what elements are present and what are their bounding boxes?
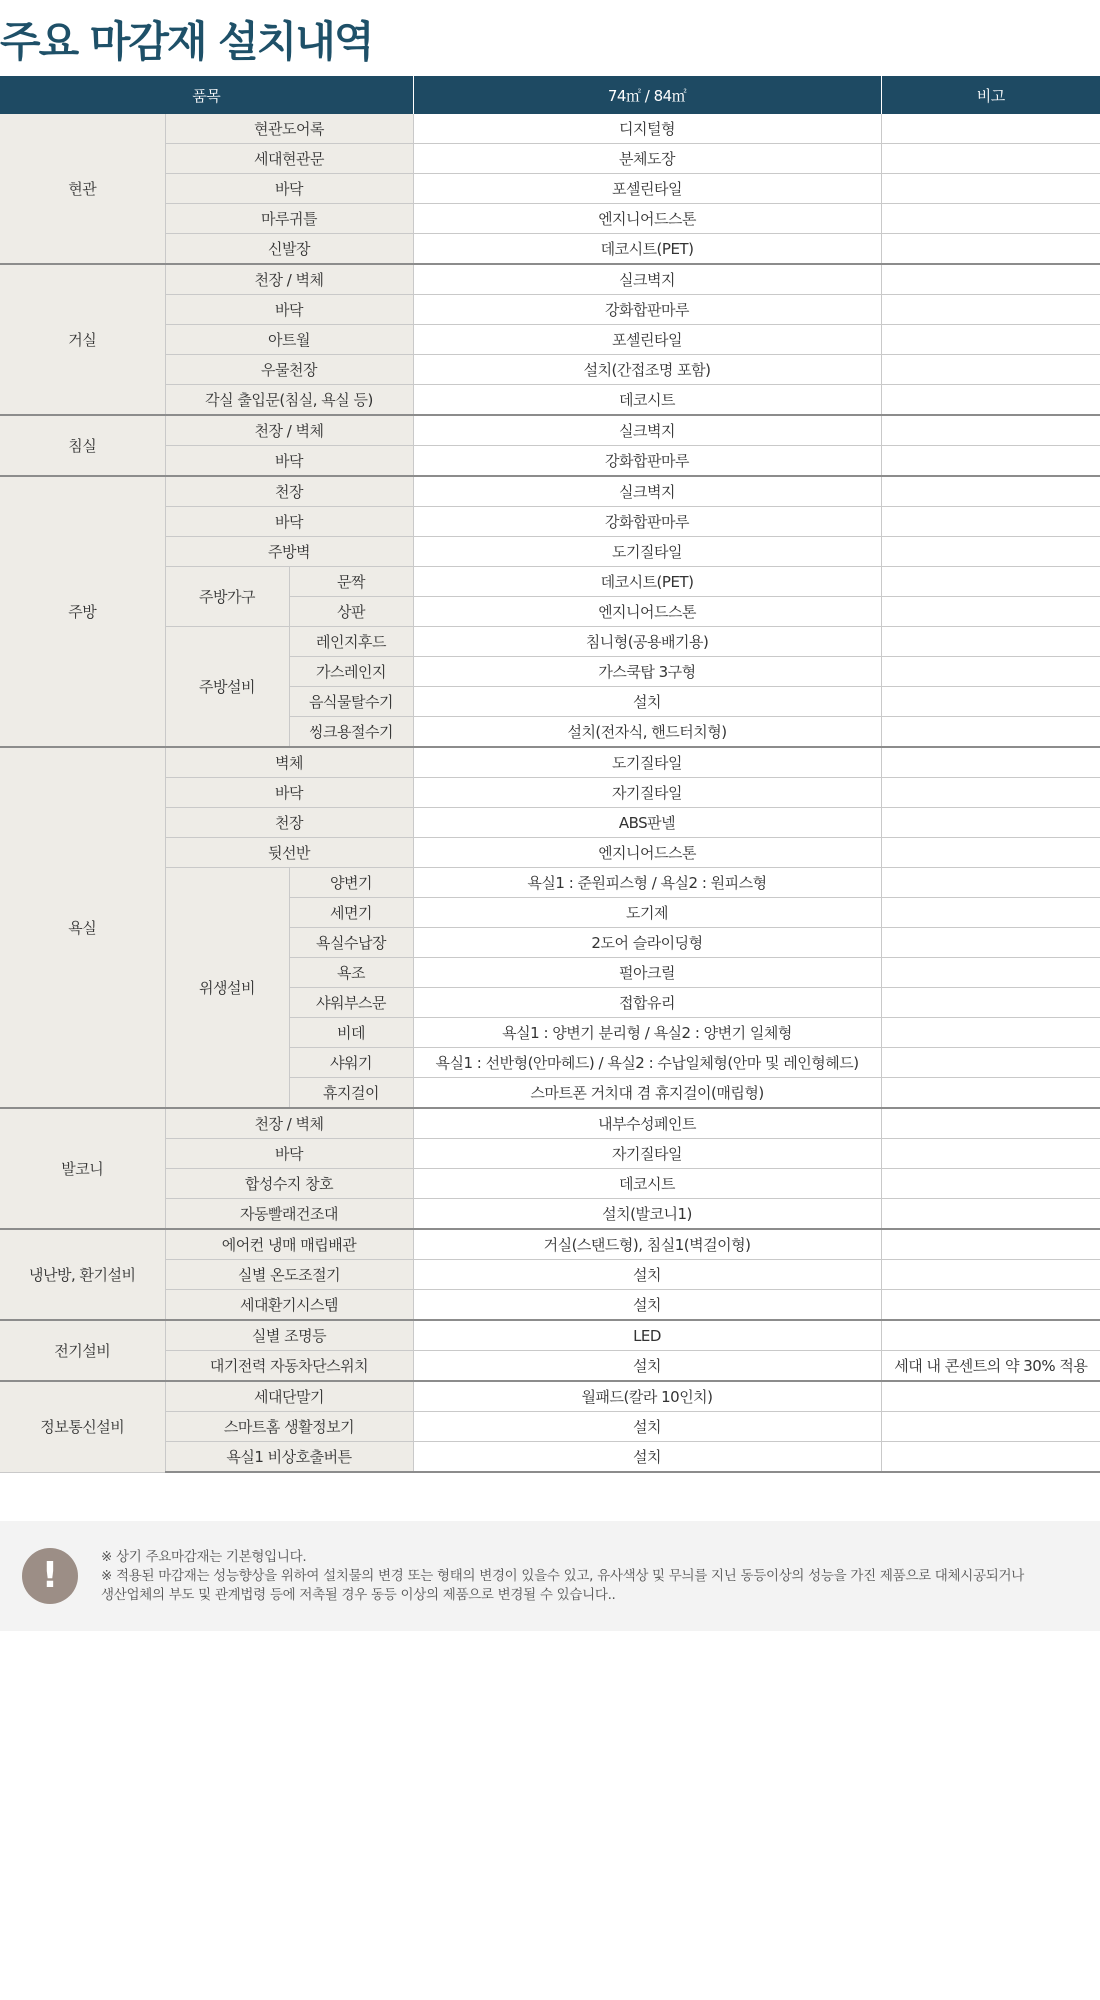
note-cell [881, 415, 1100, 446]
note-cell [881, 234, 1100, 265]
category-cell: 주방 [0, 476, 165, 747]
header-item: 품목 [0, 76, 413, 114]
table-row [0, 1351, 1100, 1382]
note-cell [881, 1260, 1100, 1290]
note-cell [881, 597, 1100, 627]
spec-cell: 엔지니어드스톤 [413, 597, 881, 627]
spec-cell: 설치 [413, 1290, 881, 1321]
note-cell [881, 1199, 1100, 1230]
note-cell [881, 295, 1100, 325]
table-row [0, 1260, 1100, 1290]
item-cell: 천장 / 벽체 [165, 1108, 413, 1139]
spec-cell: 도기질타일 [413, 537, 881, 567]
table-row [0, 507, 1100, 537]
note-cell [881, 988, 1100, 1018]
table-row [0, 295, 1100, 325]
note-cell [881, 717, 1100, 748]
spec-cell: 설치 [413, 1412, 881, 1442]
item-cell: 바닥 [165, 174, 413, 204]
spec-cell: 내부수성페인트 [413, 1108, 881, 1139]
item-cell: 세대현관문 [165, 144, 413, 174]
item-cell: 우물천장 [165, 355, 413, 385]
note-cell [881, 567, 1100, 597]
spec-cell: 데코시트 [413, 385, 881, 416]
spec-cell: 2도어 슬라이딩형 [413, 928, 881, 958]
spec-cell: 설치(발코니1) [413, 1199, 881, 1230]
item-cell: 천장 / 벽체 [165, 415, 413, 446]
spec-cell: 설치(전자식, 핸드터치형) [413, 717, 881, 748]
spec-cell: ABS판넬 [413, 808, 881, 838]
note-cell [881, 385, 1100, 416]
note-cell [881, 1381, 1100, 1412]
item-cell: 문짝 [289, 567, 413, 597]
item-cell: 양변기 [289, 868, 413, 898]
note-cell [881, 174, 1100, 204]
item-cell: 에어컨 냉매 매립배관 [165, 1229, 413, 1260]
note-cell [881, 747, 1100, 778]
item-cell: 각실 출입문(침실, 욕실 등) [165, 385, 413, 416]
table-row [0, 446, 1100, 477]
item-cell: 실별 온도조절기 [165, 1260, 413, 1290]
notice-box [0, 1521, 1100, 1631]
spec-cell: 포셀린타일 [413, 325, 881, 355]
spec-cell: 디지털형 [413, 114, 881, 144]
spec-cell: 접합유리 [413, 988, 881, 1018]
table-row [0, 868, 1100, 898]
category-cell: 욕실 [0, 747, 165, 1108]
subcategory-cell: 주방가구 [165, 567, 289, 627]
note-cell [881, 657, 1100, 687]
item-cell: 주방벽 [165, 537, 413, 567]
spec-cell: 도기제 [413, 898, 881, 928]
table-row [0, 567, 1100, 597]
item-cell: 천장 / 벽체 [165, 264, 413, 295]
note-cell [881, 325, 1100, 355]
category-cell: 냉난방, 환기설비 [0, 1229, 165, 1320]
table-row [0, 1320, 1100, 1351]
spec-cell: 강화합판마루 [413, 507, 881, 537]
spec-cell: 도기질타일 [413, 747, 881, 778]
category-cell: 발코니 [0, 1108, 165, 1229]
category-cell: 정보통신설비 [0, 1381, 165, 1472]
table-row [0, 627, 1100, 657]
table-row [0, 1139, 1100, 1169]
spec-cell: 실크벽지 [413, 264, 881, 295]
item-cell: 욕실수납장 [289, 928, 413, 958]
item-cell: 신발장 [165, 234, 413, 265]
subcategory-cell: 주방설비 [165, 627, 289, 748]
item-cell: 벽체 [165, 747, 413, 778]
spec-cell: LED [413, 1320, 881, 1351]
table-row [0, 778, 1100, 808]
item-cell: 욕조 [289, 958, 413, 988]
table-row [0, 476, 1100, 507]
note-cell [881, 537, 1100, 567]
item-cell: 가스레인지 [289, 657, 413, 687]
item-cell: 상판 [289, 597, 413, 627]
item-cell: 대기전력 자동차단스위치 [165, 1351, 413, 1382]
item-cell: 샤워부스문 [289, 988, 413, 1018]
category-cell: 거실 [0, 264, 165, 415]
item-cell: 바닥 [165, 778, 413, 808]
header-note: 비고 [881, 76, 1100, 114]
note-cell [881, 1229, 1100, 1260]
spec-cell: 강화합판마루 [413, 295, 881, 325]
spec-cell: 가스쿡탑 3구형 [413, 657, 881, 687]
spec-cell: 거실(스탠드형), 침실1(벽걸이형) [413, 1229, 881, 1260]
spec-cell: 데코시트(PET) [413, 234, 881, 265]
item-cell: 세면기 [289, 898, 413, 928]
item-cell: 세대환기시스템 [165, 1290, 413, 1321]
table-body [0, 114, 1100, 1472]
spec-cell: 엔지니어드스톤 [413, 838, 881, 868]
table-row [0, 1108, 1100, 1139]
note-cell [881, 898, 1100, 928]
table-row [0, 174, 1100, 204]
note-cell [881, 1442, 1100, 1473]
spec-cell: 펄아크릴 [413, 958, 881, 988]
note-cell [881, 1412, 1100, 1442]
note-cell [881, 355, 1100, 385]
table-row [0, 1381, 1100, 1412]
note-cell [881, 144, 1100, 174]
table-row [0, 1229, 1100, 1260]
item-cell: 천장 [165, 808, 413, 838]
spec-cell: 욕실1 : 양변기 분리형 / 욕실2 : 양변기 일체형 [413, 1018, 881, 1048]
note-cell [881, 1139, 1100, 1169]
spec-cell: 실크벽지 [413, 415, 881, 446]
note-cell [881, 204, 1100, 234]
table-row [0, 415, 1100, 446]
note-cell [881, 446, 1100, 477]
table-row [0, 747, 1100, 778]
note-cell [881, 114, 1100, 144]
item-cell: 바닥 [165, 295, 413, 325]
note-cell [881, 1078, 1100, 1109]
spec-cell: 자기질타일 [413, 778, 881, 808]
note-cell: 세대 내 콘센트의 약 30% 적용 [881, 1351, 1100, 1382]
note-cell [881, 1048, 1100, 1078]
note-cell [881, 808, 1100, 838]
table-row [0, 234, 1100, 265]
note-cell [881, 958, 1100, 988]
note-cell [881, 928, 1100, 958]
spec-cell: 욕실1 : 준원피스형 / 욕실2 : 원피스형 [413, 868, 881, 898]
spec-cell: 침니형(공용배기용) [413, 627, 881, 657]
note-cell [881, 687, 1100, 717]
spec-cell: 강화합판마루 [413, 446, 881, 477]
note-cell [881, 1018, 1100, 1048]
category-cell: 침실 [0, 415, 165, 476]
item-cell: 바닥 [165, 507, 413, 537]
spec-cell: 설치 [413, 687, 881, 717]
table-row [0, 1169, 1100, 1199]
note-cell [881, 1320, 1100, 1351]
spec-cell: 데코시트(PET) [413, 567, 881, 597]
item-cell: 아트월 [165, 325, 413, 355]
header-spec: 74㎡ / 84㎡ [413, 76, 881, 114]
table-row [0, 204, 1100, 234]
item-cell: 욕실1 비상호출버튼 [165, 1442, 413, 1473]
item-cell: 비데 [289, 1018, 413, 1048]
spec-cell: 데코시트 [413, 1169, 881, 1199]
table-row [0, 355, 1100, 385]
category-cell: 현관 [0, 114, 165, 264]
item-cell: 휴지걸이 [289, 1078, 413, 1109]
item-cell: 스마트홈 생활정보기 [165, 1412, 413, 1442]
spec-cell: 설치 [413, 1351, 881, 1382]
table-row [0, 1199, 1100, 1230]
spec-cell: 실크벽지 [413, 476, 881, 507]
spec-cell: 포셀린타일 [413, 174, 881, 204]
table-row [0, 385, 1100, 416]
spec-cell: 스마트폰 거치대 겸 휴지걸이(매립형) [413, 1078, 881, 1109]
note-cell [881, 1290, 1100, 1321]
table-row [0, 114, 1100, 144]
notice-text [101, 1548, 1024, 1605]
notice-line: ※ 적용된 마감재는 성능향상을 위하여 설치물의 변경 또는 형태의 변경이 있을수 있고, 유사색상 및 무늬를 지닌 동등이상의 성능을 가진 제품으로 대체시공되거나 [101, 1568, 1024, 1584]
category-cell: 전기설비 [0, 1320, 165, 1381]
spec-cell: 분체도장 [413, 144, 881, 174]
subcategory-cell: 위생설비 [165, 868, 289, 1109]
notice-line: ※ 상기 주요마감재는 기본형입니다. [101, 1549, 307, 1565]
table-row [0, 1412, 1100, 1442]
item-cell: 자동빨래건조대 [165, 1199, 413, 1230]
note-cell [881, 627, 1100, 657]
exclamation-icon: ! [22, 1548, 78, 1604]
table-row [0, 325, 1100, 355]
page-title: 주요 마감재 설치내역 [0, 17, 373, 66]
item-cell: 뒷선반 [165, 838, 413, 868]
table-row [0, 838, 1100, 868]
spec-cell: 자기질타일 [413, 1139, 881, 1169]
note-cell [881, 476, 1100, 507]
item-cell: 실별 조명등 [165, 1320, 413, 1351]
item-cell: 합성수지 창호 [165, 1169, 413, 1199]
item-cell: 샤워기 [289, 1048, 413, 1078]
item-cell: 바닥 [165, 1139, 413, 1169]
note-cell [881, 868, 1100, 898]
spec-cell: 월패드(칼라 10인치) [413, 1381, 881, 1412]
table-row [0, 264, 1100, 295]
spec-cell: 욕실1 : 선반형(안마헤드) / 욕실2 : 수납일체형(안마 및 레인형헤드) [413, 1048, 881, 1078]
spec-cell: 설치 [413, 1442, 881, 1473]
note-cell [881, 1169, 1100, 1199]
table-row [0, 1290, 1100, 1321]
item-cell: 천장 [165, 476, 413, 507]
note-cell [881, 778, 1100, 808]
table-row [0, 808, 1100, 838]
item-cell: 바닥 [165, 446, 413, 477]
spec-cell: 설치 [413, 1260, 881, 1290]
spec-cell: 설치(간접조명 포함) [413, 355, 881, 385]
item-cell: 세대단말기 [165, 1381, 413, 1412]
item-cell: 현관도어록 [165, 114, 413, 144]
spec-cell: 엔지니어드스톤 [413, 204, 881, 234]
note-cell [881, 838, 1100, 868]
note-cell [881, 1108, 1100, 1139]
table-row [0, 1442, 1100, 1473]
notice-line: 생산업체의 부도 및 관계법령 등에 저촉될 경우 동등 이상의 제품으로 변경될 수 있습니다.. [101, 1587, 616, 1603]
table-header-row [0, 76, 1100, 114]
note-cell [881, 507, 1100, 537]
item-cell: 음식물탈수기 [289, 687, 413, 717]
item-cell: 씽크용절수기 [289, 717, 413, 748]
table-row [0, 144, 1100, 174]
item-cell: 레인지후드 [289, 627, 413, 657]
table-row [0, 537, 1100, 567]
item-cell: 마루귀틀 [165, 204, 413, 234]
note-cell [881, 264, 1100, 295]
finish-table [0, 76, 1100, 1473]
